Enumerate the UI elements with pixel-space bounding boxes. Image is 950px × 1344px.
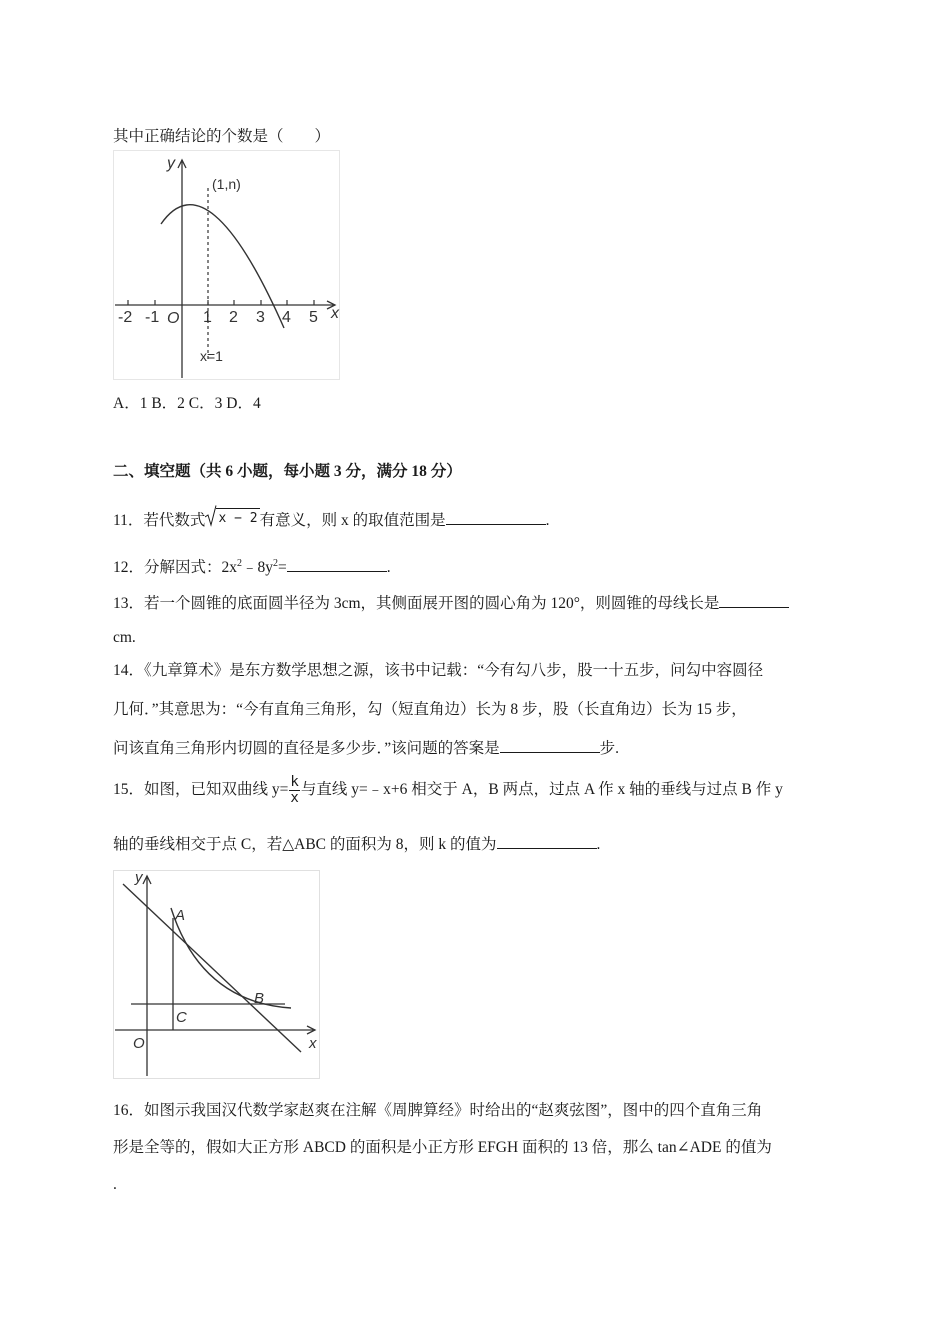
q12-sup1: 2 [237,558,243,569]
hyperbola-curve [171,908,291,1008]
hyperbola-graph [113,870,321,1080]
vertex-label: (1,n) [212,176,241,192]
q15-answer-blank[interactable] [497,833,597,849]
q11-end: . [545,512,550,529]
q15-frac-num: k [290,774,299,790]
q14-answer-blank[interactable] [500,737,600,753]
q11-answer-blank[interactable] [446,509,546,525]
q11-sqrt [205,508,259,529]
q15-prefix: 15．如图，已知双曲线 y= [113,781,289,799]
line-y-eq-neg-x-plus-6 [123,884,301,1052]
q15-frac-den: x [290,790,299,806]
q13-line1 [113,592,789,614]
q12-mid: ﹣8y [242,559,274,576]
q12 [113,556,391,578]
q12-end: . [386,559,391,576]
q14-line3-prefix: 问该直角三角形内切圆的直径是多少步．”该问题的答案是 [113,740,500,757]
tick-label-3: 3 [256,309,265,326]
tick-label-5: 5 [309,309,318,326]
tick-label-m2: -2 [118,309,133,326]
q15-fraction [289,775,299,806]
x-label: x [331,305,339,322]
q14-line1: 14．《九章算术》是东方数学思想之源，该书中记载：“今有勾八步，股一十五步，问勾中容圆径 [113,662,764,679]
point-b-label: B [254,990,265,1007]
tick-label-m1: -1 [145,309,160,326]
q12-sup2: 2 [273,558,279,569]
y-label: y [167,155,175,172]
q16-line3: . [113,1176,117,1193]
q15-line1 [113,775,783,806]
point-a-label: A [175,907,186,924]
tick-label-1: 1 [203,309,212,326]
q11-prefix: 11．若代数式 [113,512,206,529]
axis-label: x=1 [200,348,223,364]
q12-answer-blank[interactable] [287,556,387,572]
tick-label-4: 4 [282,309,291,326]
q13-text: 13．若一个圆锥的底面圆半径为 3cm，其侧面展开图的圆心角为 120°，则圆锥的母线长是 [113,595,720,612]
q14-line3 [113,737,619,759]
q15-line2 [113,833,600,855]
point-c-label: C [176,1009,187,1026]
q14-line2: 几何．”其意思为：“今有直角三角形，勾（短直角边）长为 8 步，股（长直角边）长为 15 步， [113,701,747,718]
q10-options: A．1 B．2 C．3 D．4 [113,395,261,412]
intro-line: 其中正确结论的个数是（ ） [113,128,331,145]
origin-label: O [167,310,180,327]
q16-line2: 形是全等的，假如大正方形 ABCD 的面积是小正方形 EFGH 面积的 13 倍，那么 tan∠ADE 的值为 [113,1139,772,1156]
parabola-graph [113,150,341,380]
x-ticks [128,300,314,305]
origin-label-2: O [133,1035,145,1052]
q15-line2-end: . [596,836,601,853]
q14-line3-suffix: 步. [599,740,620,757]
tick-label-2: 2 [229,309,238,326]
q15-suffix: 与直线 y=﹣x+6 相交于 A，B 两点，过点 A 作 x 轴的垂线与过点 B 作 y [300,781,783,799]
q15-line2-prefix: 轴的垂线相交于点 C，若△ABC 的面积为 8，则 k 的值为 [113,836,497,853]
q12-prefix: 12．分解因式：2x [113,559,238,576]
x-label-2: x [309,1035,317,1052]
q12-eq: = [278,559,287,576]
q11-suffix: 有意义，则 x 的取值范围是 [259,512,446,529]
y-label-2: y [135,870,143,886]
q13-line2: cm. [113,629,136,646]
q16-line1: 16．如图示我国汉代数学家赵爽在注解《周脾算经》时给出的“赵爽弦图”，图中的四个直角三角 [113,1102,763,1119]
q13-answer-blank[interactable] [719,592,789,608]
section-title: 二、填空题（共 6 小题，每小题 3 分，满分 18 分） [113,463,462,480]
q11 [113,508,549,531]
q11-radicand: x − 2 [216,508,259,529]
